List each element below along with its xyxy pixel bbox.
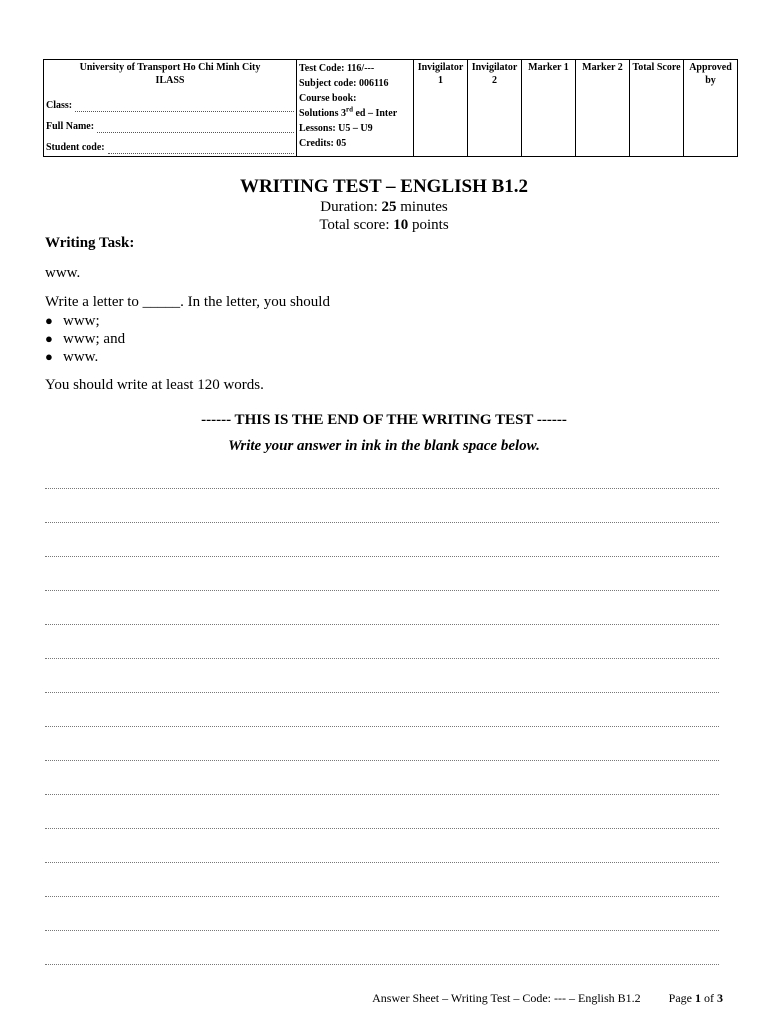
student-code-blank[interactable] bbox=[108, 144, 294, 154]
footer-text: Answer Sheet – Writing Test – Code: --- – English B1.2 bbox=[372, 991, 641, 1005]
approved-by-cell: Approved by bbox=[684, 60, 738, 157]
answer-line[interactable] bbox=[45, 726, 719, 727]
class-label: Class: bbox=[46, 100, 73, 111]
test-info-cell bbox=[297, 60, 414, 157]
answer-line[interactable] bbox=[45, 930, 719, 931]
class-blank[interactable] bbox=[75, 102, 294, 112]
invigilator-2-cell: Invigilator 2 bbox=[468, 60, 522, 157]
credits: Credits: 05 bbox=[299, 138, 347, 149]
end-of-test-line: ------ THIS IS THE END OF THE WRITING TEST ------ bbox=[201, 412, 567, 428]
marker-2-cell: Marker 2 bbox=[576, 60, 630, 157]
answer-instruction: Write your answer in ink in the blank space below. bbox=[228, 438, 540, 454]
student-code-field[interactable] bbox=[46, 141, 294, 154]
list-item: ● www; bbox=[45, 313, 100, 329]
lessons: Lessons: U5 – U9 bbox=[299, 123, 373, 134]
answer-line[interactable] bbox=[45, 624, 719, 625]
full-name-blank[interactable] bbox=[97, 123, 294, 133]
task-instruction: Write a letter to _____. In the letter, you should bbox=[45, 294, 330, 310]
answer-line[interactable] bbox=[45, 828, 719, 829]
answer-line[interactable] bbox=[45, 794, 719, 795]
student-info-cell bbox=[44, 60, 297, 157]
list-item: ● www; and bbox=[45, 331, 126, 347]
footer bbox=[0, 991, 723, 1006]
answer-line[interactable] bbox=[45, 760, 719, 761]
test-code: Test Code: 116/--- bbox=[299, 63, 375, 74]
bullet-icon: ● bbox=[45, 331, 53, 346]
department-name: ILASS bbox=[155, 75, 185, 86]
marker-1-cell: Marker 1 bbox=[522, 60, 576, 157]
duration: Duration: 25 minutes bbox=[320, 199, 448, 215]
total-score: Total score: 10 points bbox=[319, 217, 449, 233]
invigilator-1-cell: Invigilator 1 bbox=[414, 60, 468, 157]
full-name-label: Full Name: bbox=[46, 121, 95, 132]
page-number: Page 1 of 3 bbox=[668, 991, 723, 1005]
university-name: University of Transport Ho Chi Minh City bbox=[79, 62, 261, 73]
answer-line[interactable] bbox=[45, 658, 719, 659]
task-bullets bbox=[45, 312, 125, 366]
header-table bbox=[43, 59, 738, 157]
full-name-field[interactable] bbox=[46, 120, 294, 133]
answer-line[interactable] bbox=[45, 862, 719, 863]
task-description: www. bbox=[45, 265, 81, 281]
answer-line[interactable] bbox=[45, 556, 719, 557]
page-title: WRITING TEST – ENGLISH B1.2 bbox=[239, 176, 529, 197]
answer-area[interactable] bbox=[45, 488, 719, 998]
course-book-label: Course book: bbox=[299, 93, 357, 104]
bullet-icon: ● bbox=[45, 313, 53, 328]
answer-line[interactable] bbox=[45, 590, 719, 591]
class-field[interactable] bbox=[46, 99, 294, 112]
answer-line[interactable] bbox=[45, 896, 719, 897]
task-heading: Writing Task: bbox=[45, 235, 135, 251]
course-book: Solutions 3rd ed – Inter bbox=[299, 105, 398, 119]
answer-line[interactable] bbox=[45, 522, 719, 523]
answer-line[interactable] bbox=[45, 964, 719, 965]
word-requirement: You should write at least 120 words. bbox=[45, 377, 264, 393]
answer-line[interactable] bbox=[45, 692, 719, 693]
student-code-label: Student code: bbox=[46, 142, 105, 153]
bullet-icon: ● bbox=[45, 349, 53, 364]
list-item: ● www. bbox=[45, 349, 99, 365]
subject-code: Subject code: 006116 bbox=[299, 78, 389, 89]
total-score-cell: Total Score bbox=[630, 60, 684, 157]
answer-line[interactable] bbox=[45, 488, 719, 489]
